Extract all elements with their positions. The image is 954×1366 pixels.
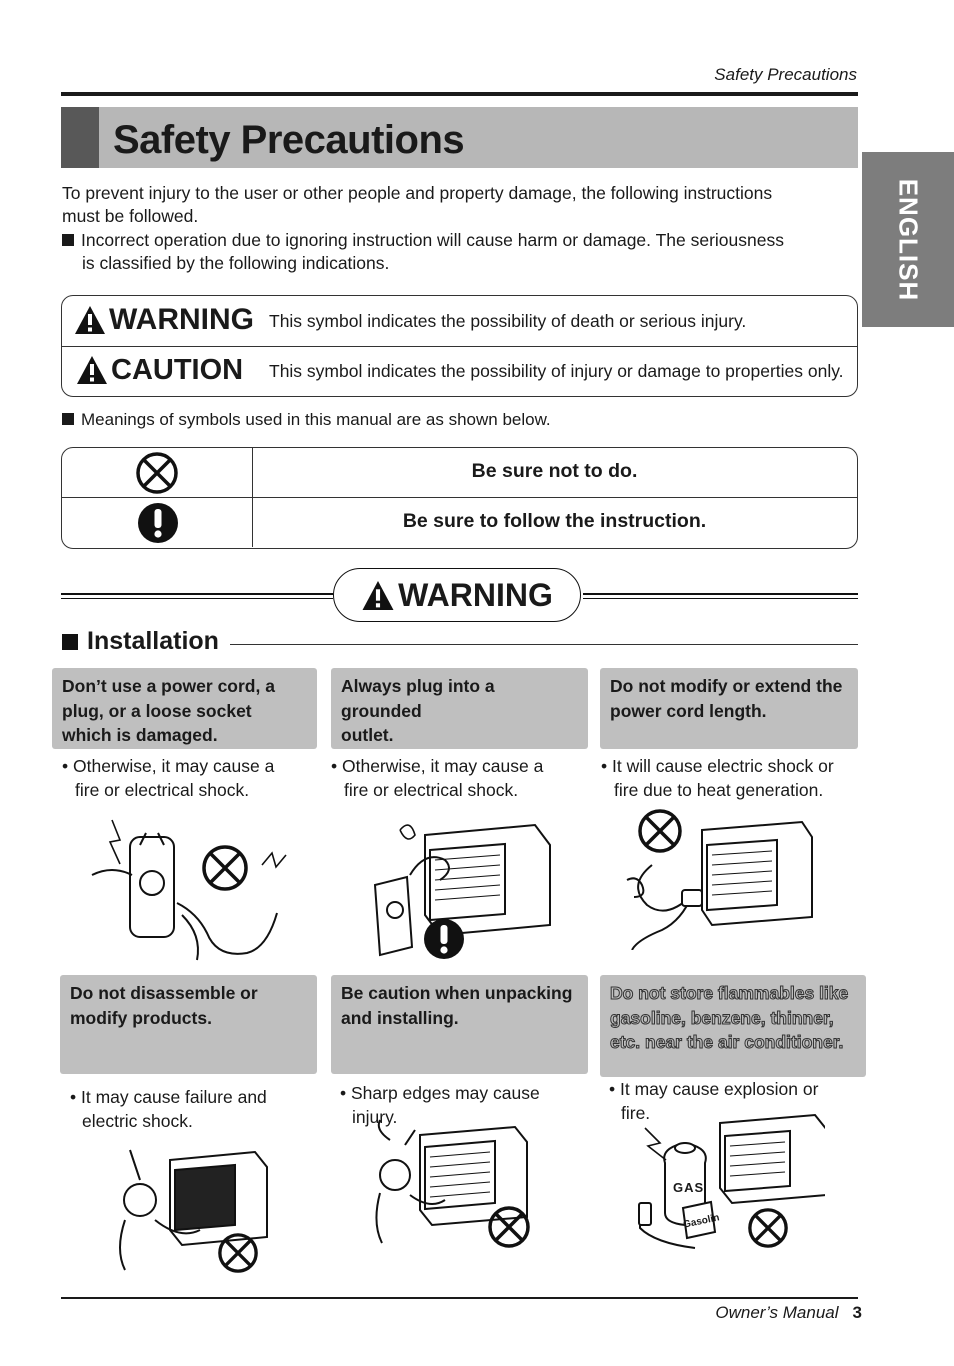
title-accent [61,107,99,168]
gas-label: GAS [673,1180,705,1195]
caution-level-label [76,352,243,388]
card-title-line: Be caution when unpacking [341,983,573,1003]
card-title-line: Always plug into a grounded [341,676,495,721]
page-title: Safety Precautions [113,118,465,162]
intro-line-3-text: Incorrect operation due to ignoring instruction will cause harm or damage. The seriousness [81,230,784,250]
header-rule [61,92,858,96]
bullet-line: • It may cause explosion or [609,1079,819,1099]
warning-level-description: This symbol indicates the possibility of death or serious injury. [269,311,747,331]
bullet-line: fire due to heat generation. [614,779,824,800]
intro-line-1: To prevent injury to the user or other people and property damage, the following instructions [62,183,773,203]
instruction-card-5 [331,975,588,1074]
bullet-line: injury. [352,1106,398,1127]
symbol-meaning-follow: Be sure to follow the instruction. [402,510,707,532]
gas-cylinder-illustration [635,1108,825,1253]
banner-line-right-bottom [583,598,858,599]
symbol-meaning-prohibit: Be sure not to do. [471,460,638,482]
card-title-line: Do not disassemble or [70,983,258,1003]
card-title-line: Do not modify or extend the [610,676,843,696]
banner-line-right-top [583,593,858,595]
page-number: 3 [852,1303,862,1322]
caution-level-description: This symbol indicates the possibility of injury or damage to properties only. [269,361,844,381]
caution-level-text: CAUTION [111,353,244,386]
banner-line-left-bottom [61,598,333,599]
warning-triangle-icon [361,580,395,611]
gasoline-can-label: Gasolin [682,1212,721,1231]
banner-line-left-top [61,593,333,595]
bullet-line: • Otherwise, it may cause a [62,756,275,776]
prohibition-icon [217,1232,259,1274]
card-title-line: Do not store flammables like [610,983,849,1003]
bullet-line: • It will cause electric shock or [601,756,834,776]
instruction-card-1 [52,668,317,749]
intro-line-3 [62,229,784,253]
bullet-line: • It may cause failure and [70,1087,267,1107]
symbols-note-text: Meanings of symbols used in this manual are as shown below. [81,410,551,429]
footer-text: Owner’s Manual [715,1303,839,1322]
symbols-note [62,408,551,432]
card-title-line: which is damaged. [62,725,218,745]
extension-cord-illustration [622,805,822,950]
bullet-square-icon [62,413,74,425]
section-rule [230,644,858,645]
warning-level-label [74,302,254,338]
card-title-line: outlet. [341,725,394,745]
section-heading [62,627,219,656]
bullet-line: • Otherwise, it may cause a [331,756,544,776]
warning-banner-text: WARNING [398,576,553,613]
card-title-line: Don’t use a power cord, a [62,676,275,696]
prohibition-icon [747,1207,789,1249]
intro-line-4: is classified by the following indications. [82,253,390,273]
disassembly-illustration [110,1140,290,1275]
bullet-line: fire. [621,1102,651,1123]
card-title-line: and installing. [341,1007,459,1028]
warning-banner [333,568,581,622]
section-heading-text: Installation [87,627,219,655]
card-title-line: power cord length. [610,700,767,721]
card-4-bullet [70,1086,267,1133]
language-tab-label: ENGLISH [893,178,924,301]
damaged-plug-illustration [82,815,297,975]
section-square-icon [62,634,78,650]
exclamation-icon [137,502,179,544]
card-3-bullet [601,755,834,802]
bullet-square-icon [62,234,74,246]
exclamation-icon [423,918,465,960]
instruction-card-4 [60,975,317,1074]
card-2-bullet [331,755,543,802]
instruction-card-6 [600,975,866,1077]
bullet-line: • Sharp edges may cause [340,1083,540,1103]
warning-triangle-icon [74,305,106,335]
levels-divider [62,346,857,347]
card-title-line: modify products. [70,1007,212,1028]
instruction-card-2 [331,668,588,749]
intro-line-2: must be followed. [62,206,199,226]
bullet-line: electric shock. [82,1110,193,1131]
card-title-line: etc. near the air conditioner. [610,1032,844,1052]
prohibition-icon [135,451,179,495]
language-tab [862,152,954,327]
card-title-line: plug, or a loose socket [62,700,252,721]
running-header: Safety Precautions [714,65,857,84]
bullet-line: fire or electrical shock. [75,779,250,800]
page-footer [715,1303,862,1323]
caution-triangle-icon [76,355,108,385]
footer-rule [61,1297,858,1299]
instruction-card-3 [600,668,858,749]
bullet-line: fire or electrical shock. [344,779,519,800]
card-title-line: gasoline, benzene, thinner, [610,1007,834,1028]
prohibition-icon [487,1205,531,1249]
card-1-bullet [62,755,274,802]
symbols-table-divider [62,497,857,498]
warning-level-text: WARNING [109,303,254,336]
